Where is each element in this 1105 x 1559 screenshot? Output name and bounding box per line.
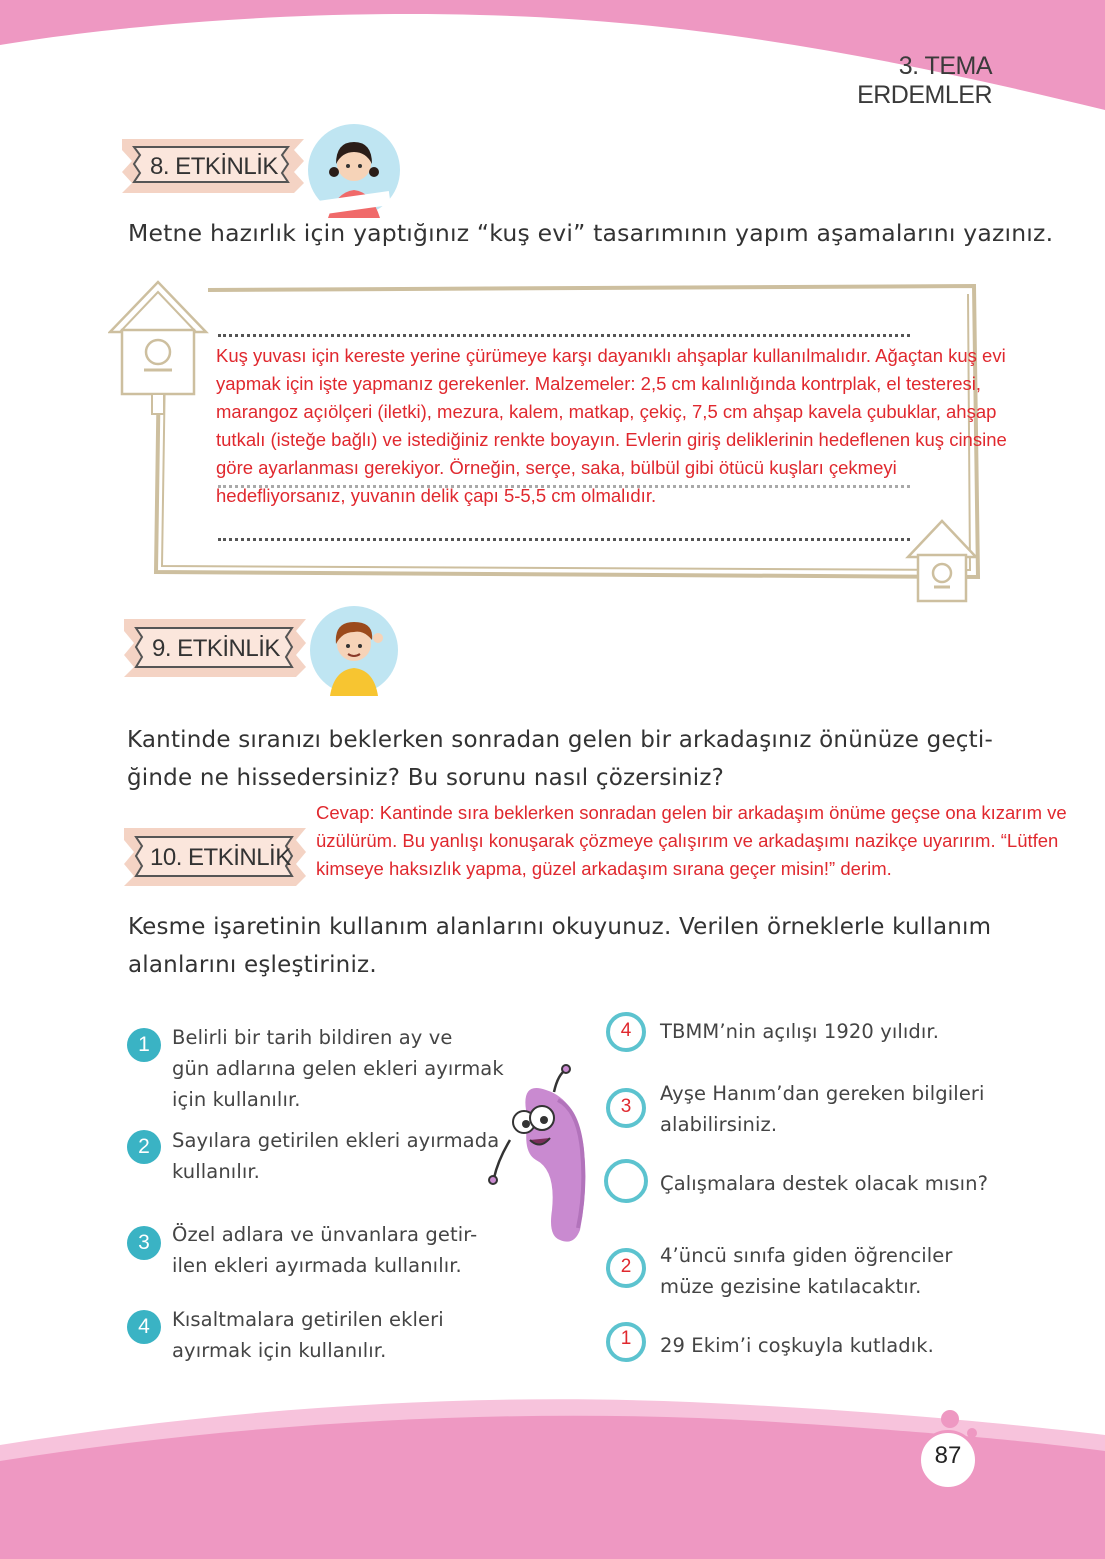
use-item-2-line: kullanılır. bbox=[172, 1160, 260, 1183]
activity9-label: 9. ETKİNLİK bbox=[152, 635, 280, 662]
activity10-instruction-line1: Kesme işaretinin kullanım alanlarını okuyunuz. Verilen örneklerle kullanım bbox=[128, 914, 992, 940]
activity9-question-line1: Kantinde sıranızı beklerken sonradan gelen bir arkadaşınız önünüze geçti- bbox=[127, 727, 993, 753]
example-item-1-line: TBMM’nin açılışı 1920 yılıdır. bbox=[660, 1020, 940, 1043]
use-item-3-line: ilen ekleri ayırmada kullanılır. bbox=[172, 1254, 462, 1277]
use-item-2-line: Sayılara getirilen ekleri ayırmada bbox=[172, 1129, 500, 1152]
activity10-label: 10. ETKİNLİK bbox=[150, 844, 291, 871]
example-answer-circle-1[interactable]: 4 bbox=[606, 1012, 646, 1052]
example-item-3-line: Çalışmalara destek olacak mısın? bbox=[660, 1172, 989, 1195]
use-item-1-line: için kullanılır. bbox=[172, 1088, 301, 1111]
birdhouse-right-icon bbox=[908, 521, 976, 601]
use-number-1: 1 bbox=[127, 1028, 161, 1062]
example-item-4 bbox=[660, 1240, 1020, 1302]
example-item-1 bbox=[660, 1016, 1020, 1047]
use-item-3-line: Özel adlara ve ünvanlara getir- bbox=[172, 1223, 478, 1246]
example-item-5 bbox=[660, 1330, 1020, 1361]
activity9-answer: Cevap: Kantinde sıra beklerken sonradan gelen bir arkadaşım önüme geçse ona kızarım ve üzülürüm. Bu yanlışı konuşarak çözmeye çalışırım ve arkadaşımı nazikçe uyarırım. “Lütfen kimseye haksızlık yapma, güzel arkadaşım sırana geçer misin!” derim. bbox=[316, 802, 1067, 879]
use-item-4-line: Kısaltmalara getirilen ekleri bbox=[172, 1308, 444, 1331]
use-item-4-line: ayırmak için kullanılır. bbox=[172, 1339, 387, 1362]
example-item-4-line: müze gezisine katılacaktır. bbox=[660, 1275, 922, 1298]
use-item-1-line: Belirli bir tarih bildiren ay ve bbox=[172, 1026, 453, 1049]
example-item-2 bbox=[660, 1078, 1020, 1140]
page-number: 87 bbox=[934, 1442, 962, 1469]
use-item-3 bbox=[172, 1219, 512, 1281]
example-answer-circle-4[interactable]: 2 bbox=[606, 1248, 646, 1288]
activity10-instruction-line2: alanlarını eşleştiriniz. bbox=[128, 952, 377, 978]
example-item-4-line: 4’üncü sınıfa giden öğrenciler bbox=[660, 1244, 953, 1267]
example-item-5-line: 29 Ekim’i coşkuyla kutladık. bbox=[660, 1334, 934, 1357]
use-item-1-line: gün adlarına gelen ekleri ayırmak bbox=[172, 1057, 504, 1080]
theme-number: 3. TEMA bbox=[898, 52, 992, 80]
activity8-label: 8. ETKİNLİK bbox=[150, 153, 278, 180]
mascot-character bbox=[488, 1060, 608, 1250]
birdhouse-left-icon bbox=[110, 282, 206, 414]
example-item-2-line: Ayşe Hanım’dan gereken bilgileri bbox=[660, 1082, 985, 1105]
use-number-3: 3 bbox=[127, 1226, 161, 1260]
use-number-2: 2 bbox=[127, 1130, 161, 1164]
use-item-4 bbox=[172, 1304, 512, 1366]
girl-writing-avatar bbox=[306, 122, 402, 218]
use-number-4: 4 bbox=[127, 1310, 161, 1344]
theme-name: ERDEMLER bbox=[857, 81, 992, 109]
example-item-3 bbox=[660, 1168, 1020, 1199]
use-item-2 bbox=[172, 1125, 512, 1187]
activity9-question bbox=[127, 721, 993, 797]
example-answer-circle-5[interactable]: 1 bbox=[606, 1322, 646, 1362]
activity8-answer: Kuş yuvası için kereste yerine çürümeye karşı dayanıklı ahşaplar kullanılmalıdır. Ağaçtan kuş evi yapmak için işte yapmanız gerekenler. Malzemeler: 2,5 cm kalınlığında kontrplak, el testeresi, marangoz açıölçeri (iletki), mezura, kalem, matkap, çekiç, 7,5 cm ahşap kavela çubuklar, ahşap tutkalı (isteğe bağlı) ve istediğiniz renkte boyayın. Evlerin giriş deliklerinin hedeflenen kuş cinsine göre ayarlanması gerekiyor. Örneğin, serçe, saka, bülbül gibi ötücü kuşları çekmeyi hedefliyorsanız, yuvanın delik çapı 5-5,5 cm olmalıdır. bbox=[216, 345, 1007, 506]
activity10-instruction bbox=[128, 908, 991, 984]
example-item-2-line: alabilirsiniz. bbox=[660, 1113, 778, 1136]
use-item-1 bbox=[172, 1022, 512, 1115]
dotted-line-bottom bbox=[218, 538, 910, 541]
activity8-question: Metne hazırlık için yaptığınız “kuş evi” tasarımının yapım aşamalarını yazınız. bbox=[128, 219, 1054, 247]
activity9-question-line2: ğinde ne hissedersiniz? Bu sorunu nasıl çözersiniz? bbox=[127, 765, 725, 791]
dotted-line-top bbox=[218, 334, 910, 337]
boy-thinking-avatar bbox=[308, 604, 400, 696]
example-answer-circle-2[interactable]: 3 bbox=[606, 1088, 646, 1128]
example-answer-circle-3[interactable] bbox=[604, 1159, 648, 1203]
theme-header bbox=[857, 52, 992, 110]
